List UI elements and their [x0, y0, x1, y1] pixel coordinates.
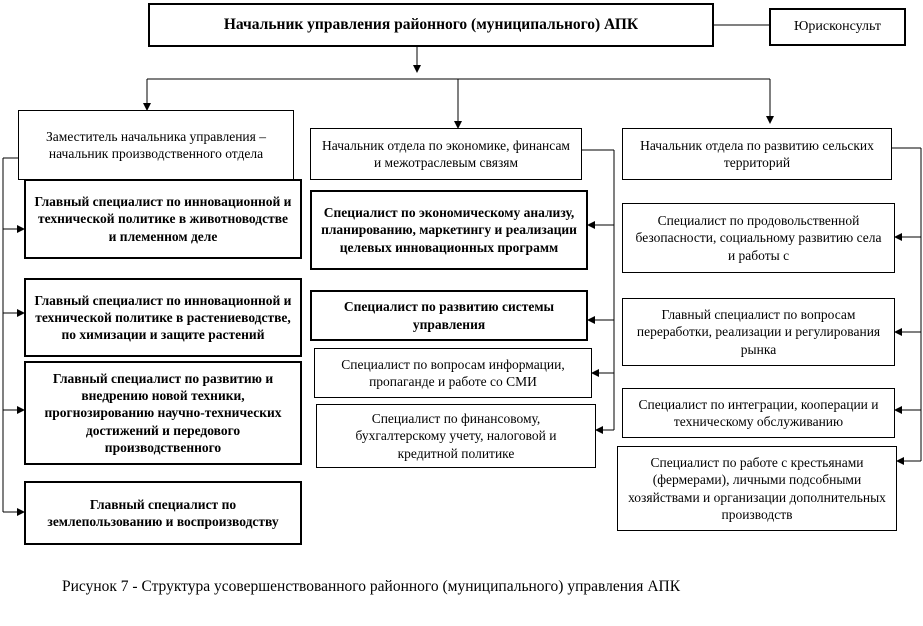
deputy-box	[18, 110, 294, 180]
right-item-3	[622, 388, 895, 438]
lawyer-label: Юрисконсульт	[793, 19, 882, 35]
mid-item-4-label: Специалист по финансовому, бухгалтерскому учету, налоговой и кредитной политике	[355, 411, 557, 461]
right-item-2	[622, 298, 895, 366]
right-item-1-label: Специалист по продовольственной безопасности, социальному развитию села и работы с	[635, 213, 882, 263]
mid-item-2-label: Специалист по развитию системы управления	[343, 299, 555, 332]
right-item-1	[622, 203, 895, 273]
left-item-3-label: Главный специалист по развитию и внедрению новой техники, прогнозированию научно-технических достижений и передового производственного	[44, 370, 282, 455]
rural-chief-box	[622, 128, 892, 180]
mid-item-1	[310, 190, 588, 270]
left-item-4-label: Главный специалист по землепользованию и воспроизводству	[47, 496, 279, 529]
mid-item-2	[310, 290, 588, 341]
head-label: Начальник управления районного (муниципального) АПК	[223, 16, 639, 34]
mid-item-3	[314, 348, 592, 398]
economics-chief-box	[310, 128, 582, 180]
left-item-1	[24, 179, 302, 259]
mid-item-3-label: Специалист по вопросам информации, пропаганде и работе со СМИ	[341, 356, 565, 389]
mid-item-1-label: Специалист по экономическому анализу, планированию, маркетингу и реализации целевых инновационных программ	[321, 205, 577, 255]
economics-chief-label: Начальник отдела по экономике, финансам и межотраслевым связям	[322, 137, 570, 170]
figure-caption: Рисунок 7 - Структура усовершенствованного районного (муниципального) управления АПК	[62, 578, 681, 595]
left-item-4	[24, 481, 302, 545]
left-item-2-label: Главный специалист по инновационной и технической политике в растениеводстве, по химизации и защите растений	[34, 292, 292, 343]
left-item-3	[24, 361, 302, 465]
right-item-4-label: Специалист по работе с крестьянами (фермерами), личными подсобными хозяйствами и организации дополнительных производств	[628, 454, 886, 522]
mid-item-4	[316, 404, 596, 468]
rural-chief-label: Начальник отдела по развитию сельских территорий	[640, 137, 874, 170]
right-item-4	[617, 446, 897, 531]
head-box	[148, 3, 714, 47]
right-item-2-label: Главный специалист по вопросам переработки, реализации и регулирования рынка	[636, 307, 881, 357]
left-item-1-label: Главный специалист по инновационной и технической политике в животноводстве и племенном деле	[34, 194, 292, 244]
left-item-2	[24, 278, 302, 357]
lawyer-box	[769, 8, 906, 46]
right-item-3-label: Специалист по интеграции, кооперации и техническому обслуживанию	[638, 396, 879, 429]
deputy-label: Заместитель начальника управления – начальник производственного отдела	[46, 128, 266, 161]
